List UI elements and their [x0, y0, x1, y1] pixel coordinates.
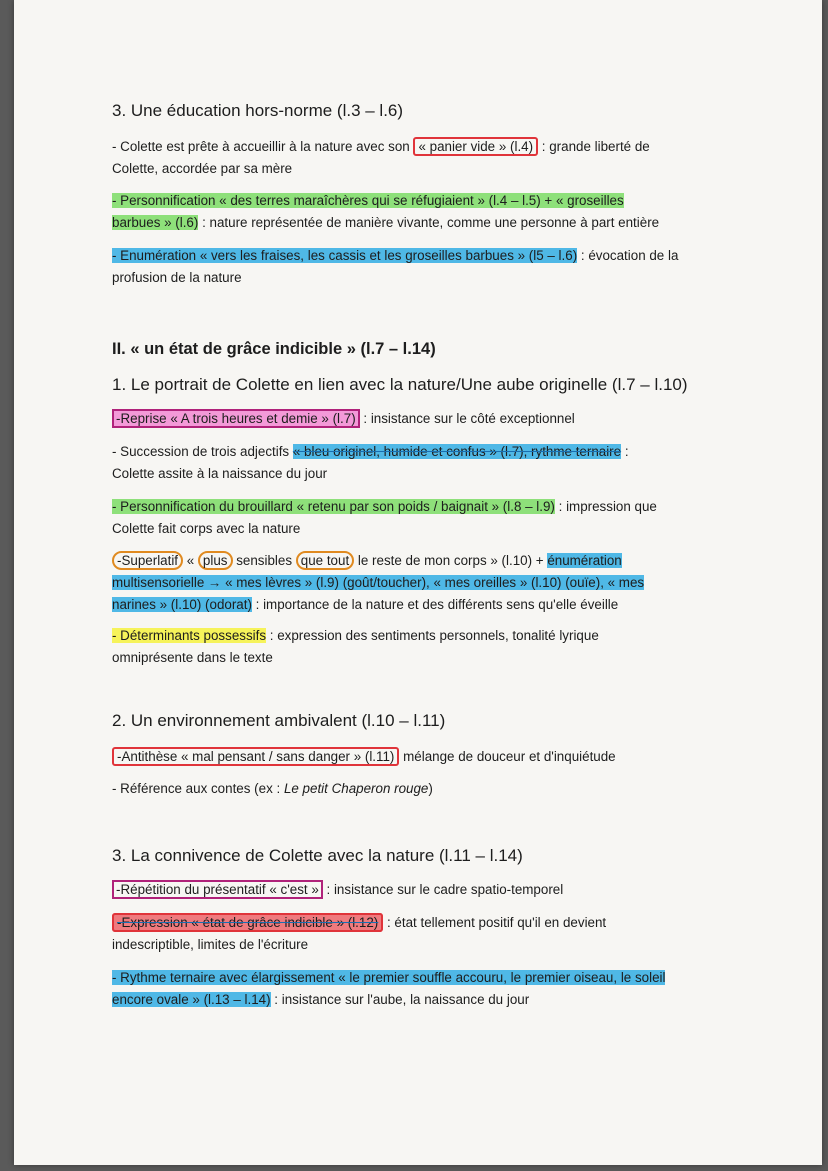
highlight-blue: « bleu originel, humide et confus » (l.7), rythme ternaire: [292, 444, 622, 459]
text: : impression que: [554, 499, 657, 514]
text: : grande liberté de: [538, 139, 650, 154]
text: ): [428, 781, 433, 796]
text: : évocation de la: [577, 248, 679, 263]
paragraph-rythme-ternaire: [112, 967, 752, 1011]
highlight-blue: encore ovale » (l.13 – l.14): [112, 992, 271, 1007]
paragraph-enumeration-fraises: [112, 245, 752, 289]
text: Colette assite à la naissance du jour: [112, 466, 328, 481]
text: : insistance sur le cadre spatio-temporel: [322, 882, 564, 897]
subsection-title-portrait: 1. Le portrait de Colette en lien avec la nature/Une aube originelle (l.7 – l.10): [112, 375, 688, 394]
paragraph-reprise: [112, 408, 752, 430]
highlight-pink: -Reprise « A trois heures et demie » (l.7): [112, 409, 360, 428]
subsection-title-environnement: 2. Un environnement ambivalent (l.10 – l.11): [112, 711, 446, 730]
circled-word: -Superlatif: [112, 551, 183, 570]
text: : importance de la nature et des différents sens qu'elle éveille: [251, 597, 619, 612]
text: sensibles: [232, 553, 296, 568]
text: mélange de douceur et d'inquiétude: [399, 749, 616, 764]
text: : expression des sentiments personnels, tonalité lyrique: [266, 628, 599, 643]
highlight-red: -Expression « état de grâce indicible » (l.12): [112, 913, 383, 932]
text: - Référence aux contes (ex :: [112, 781, 284, 796]
paragraph-personnification-brouillard: [112, 496, 752, 540]
paragraph-superlatif: [112, 550, 752, 616]
highlight-green: barbues » (l.6): [112, 215, 199, 230]
highlight-green: - Personnification du brouillard « retenu par son poids / baignait » (l.8 – l.9): [112, 499, 555, 514]
text: : nature représentée de manière vivante, comme une personne à part entière: [198, 215, 660, 230]
highlight-blue: énumération: [547, 553, 622, 568]
highlight-yellow: - Déterminants possessifs: [112, 628, 267, 643]
text: : insistance sur le côté exceptionnel: [359, 411, 575, 426]
text: Colette, accordée par sa mère: [112, 161, 293, 176]
circled-word: plus: [198, 551, 233, 570]
paragraph-contes: [112, 778, 752, 800]
section-title-education: 3. Une éducation hors-norme (l.3 – l.6): [112, 101, 404, 120]
text: profusion de la nature: [112, 270, 242, 285]
text: - Succession de trois adjectifs: [112, 444, 293, 459]
highlight-blue: narines » (l.10) (odorat): [112, 597, 252, 612]
text: omniprésente dans le texte: [112, 650, 273, 665]
paragraph-repetition: [112, 879, 752, 901]
document-page: [14, 0, 822, 1165]
circled-word: que tout: [296, 551, 354, 570]
text: :: [621, 444, 629, 459]
paragraph-determinants: [112, 625, 752, 669]
annotation-box: -Antithèse « mal pensant / sans danger » (l.11): [112, 747, 399, 766]
paragraph-antithese: [112, 746, 752, 768]
paragraph-personnification-terres: [112, 190, 752, 234]
text: : état tellement positif qu'il en devient: [383, 915, 607, 930]
highlight-blue: - Enumération « vers les fraises, les cassis et les groseilles barbues » (l5 – l.6): [112, 248, 578, 263]
annotation-box: -Répétition du présentatif « c'est »: [112, 880, 323, 899]
highlight-blue: - Rythme ternaire avec élargissement « le premier souffle accouru, le premier oiseau, le soleil: [112, 970, 666, 985]
text: indescriptible, limites de l'écriture: [112, 937, 309, 952]
text: : insistance sur l'aube, la naissance du jour: [270, 992, 530, 1007]
annotation-box: « panier vide » (l.4): [413, 137, 538, 156]
subsection-title-connivence: 3. La connivence de Colette avec la nature (l.11 – l.14): [112, 846, 523, 865]
text: «: [183, 553, 198, 568]
paragraph-expression: [112, 912, 752, 956]
highlight-blue: multisensorielle → « mes lèvres » (l.9) (goût/toucher), « mes oreilles » (l.10) (ouïe), « mes: [112, 575, 645, 590]
part-title-etat-de-grace: II. « un état de grâce indicible » (l.7 – l.14): [112, 340, 436, 358]
text: le reste de mon corps » (l.10) +: [354, 553, 548, 568]
text: - Colette est prête à accueillir à la nature avec son: [112, 139, 414, 154]
highlight-green: - Personnification « des terres maraîchères qui se réfugiaient » (l.4 – l.5) + « groseilles: [112, 193, 624, 208]
paragraph-succession-adjectifs: [112, 441, 752, 485]
italic-title: Le petit Chaperon rouge: [283, 781, 429, 796]
paragraph-panier-vide: [112, 136, 752, 180]
text: Colette fait corps avec la nature: [112, 521, 301, 536]
